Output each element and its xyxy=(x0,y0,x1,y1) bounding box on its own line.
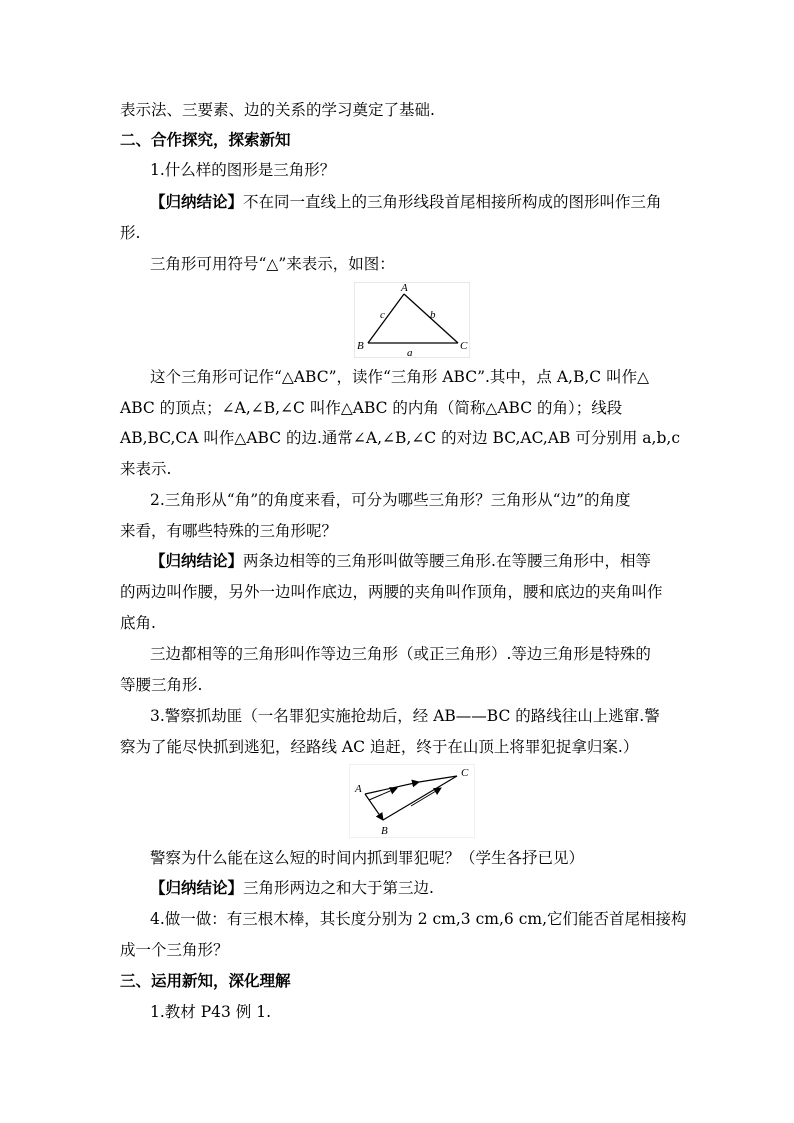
text-line: 三边都相等的三角形叫作等边三角形（或正三角形）.等边三角形是特殊的 xyxy=(150,645,651,663)
conclusion-text: 三角形两边之和大于第三边. xyxy=(243,879,434,897)
text-line: 来表示. xyxy=(120,460,172,478)
text-line: 三角形可用符号“△”来表示，如图： xyxy=(150,255,395,273)
question-3: 3.警察抓劫匪（一名罪犯实施抢劫后，经 AB——BC 的路线往山上逃窜.警 xyxy=(150,707,660,725)
vertex-label-c: C xyxy=(460,340,468,352)
section-heading: 三、运用新知，深化理解 xyxy=(120,971,291,990)
text-line: 形. xyxy=(120,224,141,242)
text-line: 底角. xyxy=(120,614,156,632)
conclusion-1 xyxy=(150,192,662,212)
question-4: 4.做一做：有三根木棒，其长度分别为 2 cm,3 cm,6 cm,它们能否首尾相接构 xyxy=(150,910,687,928)
triangle-abc-figure xyxy=(354,282,470,358)
text-line: 的两边叫作腰，另外一边叫作底边，两腰的夹角叫作顶角，腰和底边的夹角叫作 xyxy=(120,583,663,601)
text-line: 警察为什么能在这么短的时间内抓到罪犯呢？（学生各抒已见） xyxy=(150,849,585,867)
side-label-a: a xyxy=(407,347,413,358)
side-label-c: c xyxy=(380,309,385,321)
point-label-c: C xyxy=(461,767,469,779)
conclusion-tag: 【归纳结论】 xyxy=(150,878,244,897)
side-label-b: b xyxy=(430,309,436,321)
text-line: 这个三角形可记作“△ABC”，读作“三角形 ABC”.其中，点 A,B,C 叫作△ xyxy=(150,368,650,386)
conclusion-3 xyxy=(150,878,434,898)
conclusion-text: 不在同一直线上的三角形线段首尾相接所构成的图形叫作三角 xyxy=(243,193,662,211)
vertex-label-a: A xyxy=(401,282,408,294)
vertex-label-b: B xyxy=(357,340,364,352)
text-line: 来看，有哪些特殊的三角形呢？ xyxy=(120,522,338,540)
question-1: 1.什么样的图形是三角形？ xyxy=(150,161,336,179)
point-label-a: A xyxy=(355,783,362,795)
section-heading: 二、合作探究，探索新知 xyxy=(120,130,291,149)
question-2: 2.三角形从“角”的角度来看，可分为哪些三角形？三角形从“边”的角度 xyxy=(150,491,631,509)
text-line: AB,BC,CA 叫作△ABC 的边.通常∠A,∠B,∠C 的对边 BC,AC,AB 可分别用 a,b,c xyxy=(120,429,680,447)
conclusion-tag: 【归纳结论】 xyxy=(150,192,244,211)
text-line: 1.教材 P43 例 1. xyxy=(150,1003,272,1021)
conclusion-tag: 【归纳结论】 xyxy=(150,551,244,570)
text-line: ABC 的顶点；∠A,∠B,∠C 叫作△ABC 的内角（简称△ABC 的角）；线段 xyxy=(120,399,623,417)
conclusion-2 xyxy=(150,551,651,571)
conclusion-text: 两条边相等的三角形叫做等腰三角形.在等腰三角形中，相等 xyxy=(243,552,651,570)
point-label-b: B xyxy=(381,825,388,837)
text-line: 察为了能尽快抓到逃犯，经路线 AC 追赶，终于在山顶上将罪犯捉拿归案.） xyxy=(120,738,639,756)
text-line: 等腰三角形. xyxy=(120,676,203,694)
text-line: 表示法、三要素、边的关系的学习奠定了基础. xyxy=(120,101,435,119)
text-line: 成一个三角形？ xyxy=(120,941,229,959)
police-route-figure xyxy=(349,764,475,838)
